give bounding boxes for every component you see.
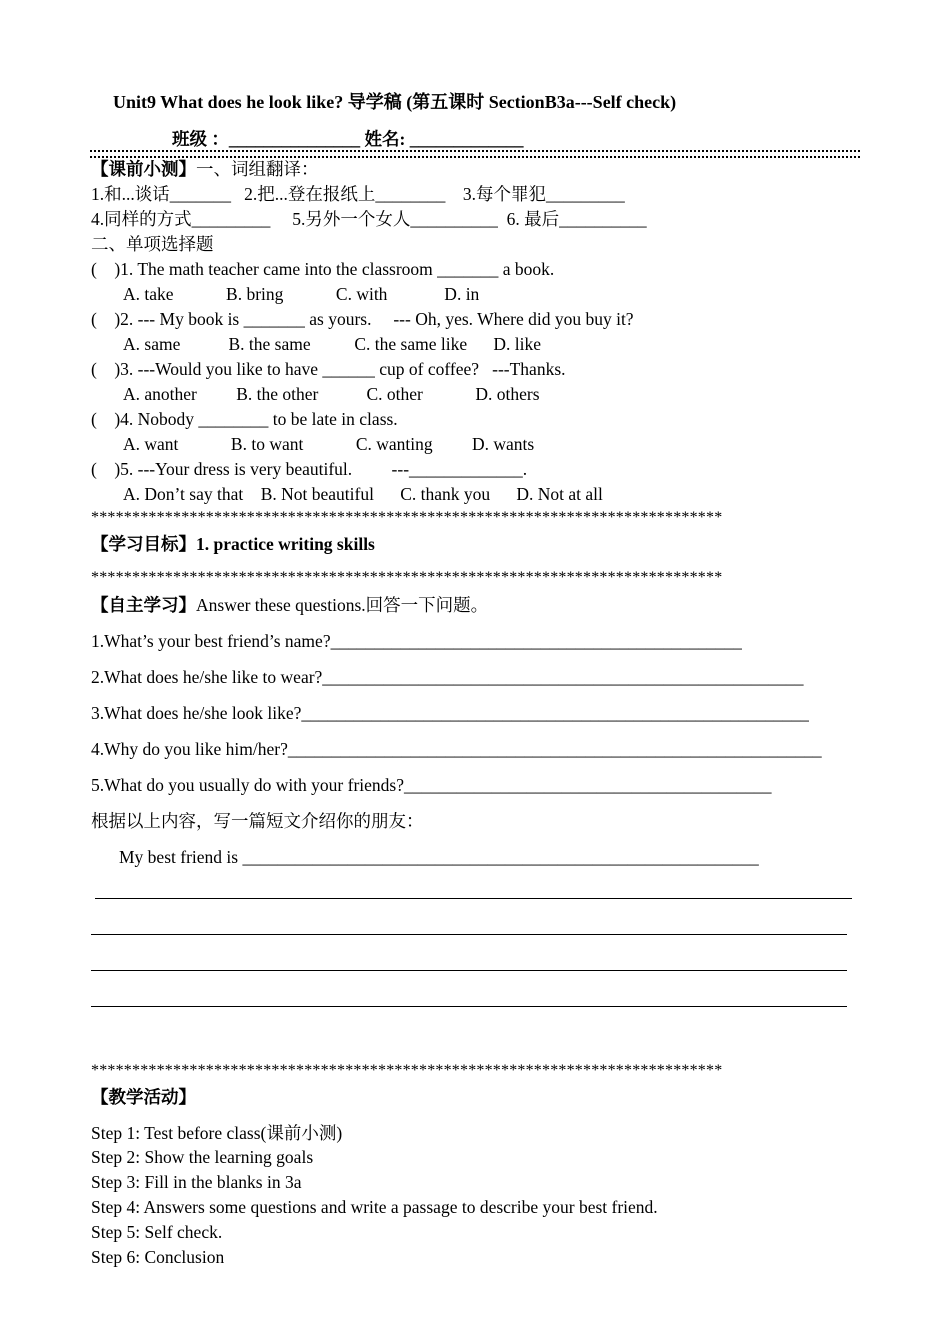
pretest-subheading: 一、词组翻译：	[196, 159, 319, 179]
writing-blank-line	[95, 898, 852, 899]
question-1: ( )1. The math teacher came into the classroom _______ a book.	[91, 259, 555, 279]
question-3: ( )3. ---Would you like to have ______ cup of coffee? ---Thanks.	[91, 359, 566, 379]
activities-heading: 【教学活动】	[91, 1087, 196, 1107]
worksheet-title: Unit9 What does he look like? 导学稿 (第五课时 SectionB3a---Self check)	[113, 92, 677, 112]
phrases-row-2: 4.同样的方式_________ 5.另外一个女人__________ 6. 最后__________	[91, 209, 647, 229]
mcq-section-heading: 二、单项选择题	[91, 234, 214, 254]
activity-step: Step 1: Test before class(课前小测)	[91, 1123, 343, 1143]
self-question-5: 5.What do you usually do with your friends?__________________________________________	[91, 775, 772, 795]
self-question-3: 3.What does he/she look like?__________________________________________________________	[91, 703, 809, 723]
self-study-intro: Answer these questions.回答一下问题。	[196, 595, 489, 615]
star-divider: *****************************************************************************	[91, 569, 723, 586]
goals-line	[91, 532, 375, 556]
question-3-options: A. another B. the other C. other D. others	[123, 384, 540, 404]
self-study-heading: 【自主学习】	[91, 595, 196, 615]
self-question-2: 2.What does he/she like to wear?_______________________________________________________	[91, 667, 804, 687]
activity-step: Step 6: Conclusion	[91, 1247, 225, 1267]
question-4: ( )4. Nobody ________ to be late in class.	[91, 409, 398, 429]
self-study-line	[91, 593, 488, 617]
question-2-options: A. same B. the same C. the same like D. like	[123, 334, 541, 354]
activity-step: Step 5: Self check.	[91, 1222, 223, 1242]
question-5-options: A. Don’t say that B. Not beautiful C. thank you D. Not at all	[123, 484, 603, 504]
star-divider: *****************************************************************************	[91, 509, 723, 526]
writing-prompt: 根据以上内容，写一篇短文介绍你的朋友：	[91, 811, 424, 831]
pretest-heading: 【课前小测】	[91, 159, 196, 179]
question-1-options: A. take B. bring C. with D. in	[123, 284, 480, 304]
self-question-4: 4.Why do you like him/her?_____________________________________________________________	[91, 739, 822, 759]
activity-step: Step 3: Fill in the blanks in 3a	[91, 1172, 302, 1192]
class-name-line: 班级 ：_______________ 姓名: _____________	[172, 129, 524, 149]
star-divider: *****************************************************************************	[91, 1062, 723, 1079]
activity-step: Step 2: Show the learning goals	[91, 1147, 314, 1167]
goals-text: 1. practice writing skills	[196, 534, 375, 554]
writing-start: My best friend is ___________________________________________________________	[119, 847, 759, 867]
writing-blank-line	[91, 970, 847, 971]
pretest-heading-line	[91, 157, 319, 181]
activity-step: Step 4: Answers some questions and write a passage to describe your best friend.	[91, 1197, 658, 1217]
self-question-1: 1.What’s your best friend’s name?_______________________________________________	[91, 631, 742, 651]
question-4-options: A. want B. to want C. wanting D. wants	[123, 434, 535, 454]
goals-heading: 【学习目标】	[91, 534, 196, 554]
question-2: ( )2. --- My book is _______ as yours. --- Oh, yes. Where did you buy it?	[91, 309, 634, 329]
question-5: ( )5. ---Your dress is very beautiful. ---_____________.	[91, 459, 528, 479]
writing-blank-line	[91, 934, 847, 935]
writing-blank-line	[91, 1006, 847, 1007]
phrases-row-1: 1.和...谈话_______ 2.把...登在报纸上________ 3.每个罪犯_________	[91, 184, 625, 204]
